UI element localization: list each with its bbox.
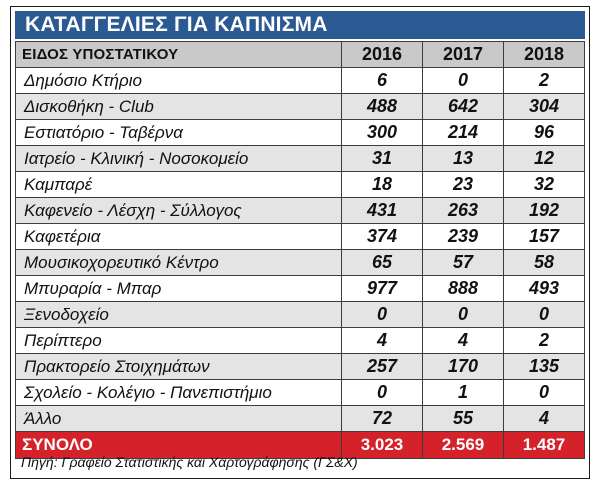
cell-2016: 257	[342, 354, 423, 380]
cell-2017: 1	[423, 380, 504, 406]
cell-2018: 58	[504, 250, 585, 276]
total-2018: 1.487	[504, 432, 585, 459]
row-label: Μουσικοχορευτικό Κέντρο	[16, 250, 342, 276]
cell-2017: 57	[423, 250, 504, 276]
table-row	[16, 198, 585, 224]
complaints-table	[15, 41, 585, 459]
row-label: Δισκοθήκη - Club	[16, 94, 342, 120]
table-row	[16, 380, 585, 406]
cell-2018: 2	[504, 68, 585, 94]
cell-2016: 65	[342, 250, 423, 276]
total-2017: 2.569	[423, 432, 504, 459]
header-row	[16, 42, 585, 68]
table-row	[16, 406, 585, 432]
column-header-2018: 2018	[504, 42, 585, 68]
row-label: Καφενείο - Λέσχη - Σύλλογος	[16, 198, 342, 224]
row-label: Άλλο	[16, 406, 342, 432]
table-row	[16, 276, 585, 302]
row-label: Μπυραρία - Μπαρ	[16, 276, 342, 302]
table-row	[16, 250, 585, 276]
row-label: Εστιατόριο - Ταβέρνα	[16, 120, 342, 146]
row-label: Σχολείο - Κολέγιο - Πανεπιστήμιο	[16, 380, 342, 406]
cell-2016: 6	[342, 68, 423, 94]
cell-2018: 2	[504, 328, 585, 354]
cell-2018: 4	[504, 406, 585, 432]
table-row	[16, 354, 585, 380]
cell-2016: 0	[342, 380, 423, 406]
cell-2018: 0	[504, 380, 585, 406]
cell-2018: 0	[504, 302, 585, 328]
cell-2017: 4	[423, 328, 504, 354]
cell-2017: 239	[423, 224, 504, 250]
column-header-category: ΕΙΔΟΣ ΥΠΟΣΤΑΤΙΚΟΥ	[16, 42, 342, 68]
cell-2016: 31	[342, 146, 423, 172]
cell-2016: 0	[342, 302, 423, 328]
cell-2017: 170	[423, 354, 504, 380]
cell-2017: 0	[423, 302, 504, 328]
cell-2016: 72	[342, 406, 423, 432]
cell-2016: 4	[342, 328, 423, 354]
cell-2018: 192	[504, 198, 585, 224]
table-row	[16, 302, 585, 328]
table-row	[16, 120, 585, 146]
cell-2016: 300	[342, 120, 423, 146]
cell-2018: 12	[504, 146, 585, 172]
cell-2018: 493	[504, 276, 585, 302]
cell-2018: 96	[504, 120, 585, 146]
cell-2017: 263	[423, 198, 504, 224]
cell-2016: 374	[342, 224, 423, 250]
cell-2017: 55	[423, 406, 504, 432]
table-row	[16, 328, 585, 354]
row-label: Περίπτερο	[16, 328, 342, 354]
table-row	[16, 146, 585, 172]
row-label: Καφετέρια	[16, 224, 342, 250]
cell-2017: 23	[423, 172, 504, 198]
cell-2017: 642	[423, 94, 504, 120]
column-header-2017: 2017	[423, 42, 504, 68]
cell-2017: 888	[423, 276, 504, 302]
cell-2017: 0	[423, 68, 504, 94]
table-body	[16, 68, 585, 459]
cell-2016: 977	[342, 276, 423, 302]
row-label: Καμπαρέ	[16, 172, 342, 198]
cell-2016: 431	[342, 198, 423, 224]
row-label: Δημόσιο Κτήριο	[16, 68, 342, 94]
cell-2016: 18	[342, 172, 423, 198]
total-label: ΣΥΝΟΛΟ	[16, 432, 342, 459]
source-note: Πηγή: Γραφείο Στατιστικής και Χαρτογράφησης (ΓΣ&Χ)	[21, 454, 358, 470]
cell-2018: 32	[504, 172, 585, 198]
cell-2018: 157	[504, 224, 585, 250]
row-label: Πρακτορείο Στοιχημάτων	[16, 354, 342, 380]
table-row	[16, 68, 585, 94]
total-2016: 3.023	[342, 432, 423, 459]
table-title: ΚΑΤΑΓΓΕΛΙΕΣ ΓΙΑ ΚΑΠΝΙΣΜΑ	[15, 11, 585, 39]
cell-2017: 214	[423, 120, 504, 146]
cell-2018: 304	[504, 94, 585, 120]
cell-2017: 13	[423, 146, 504, 172]
table-row	[16, 224, 585, 250]
row-label: Ξενοδοχείο	[16, 302, 342, 328]
table-row	[16, 94, 585, 120]
table-frame	[10, 6, 590, 479]
row-label: Ιατρείο - Κλινική - Νοσοκομείο	[16, 146, 342, 172]
cell-2016: 488	[342, 94, 423, 120]
table-row	[16, 172, 585, 198]
column-header-2016: 2016	[342, 42, 423, 68]
cell-2018: 135	[504, 354, 585, 380]
